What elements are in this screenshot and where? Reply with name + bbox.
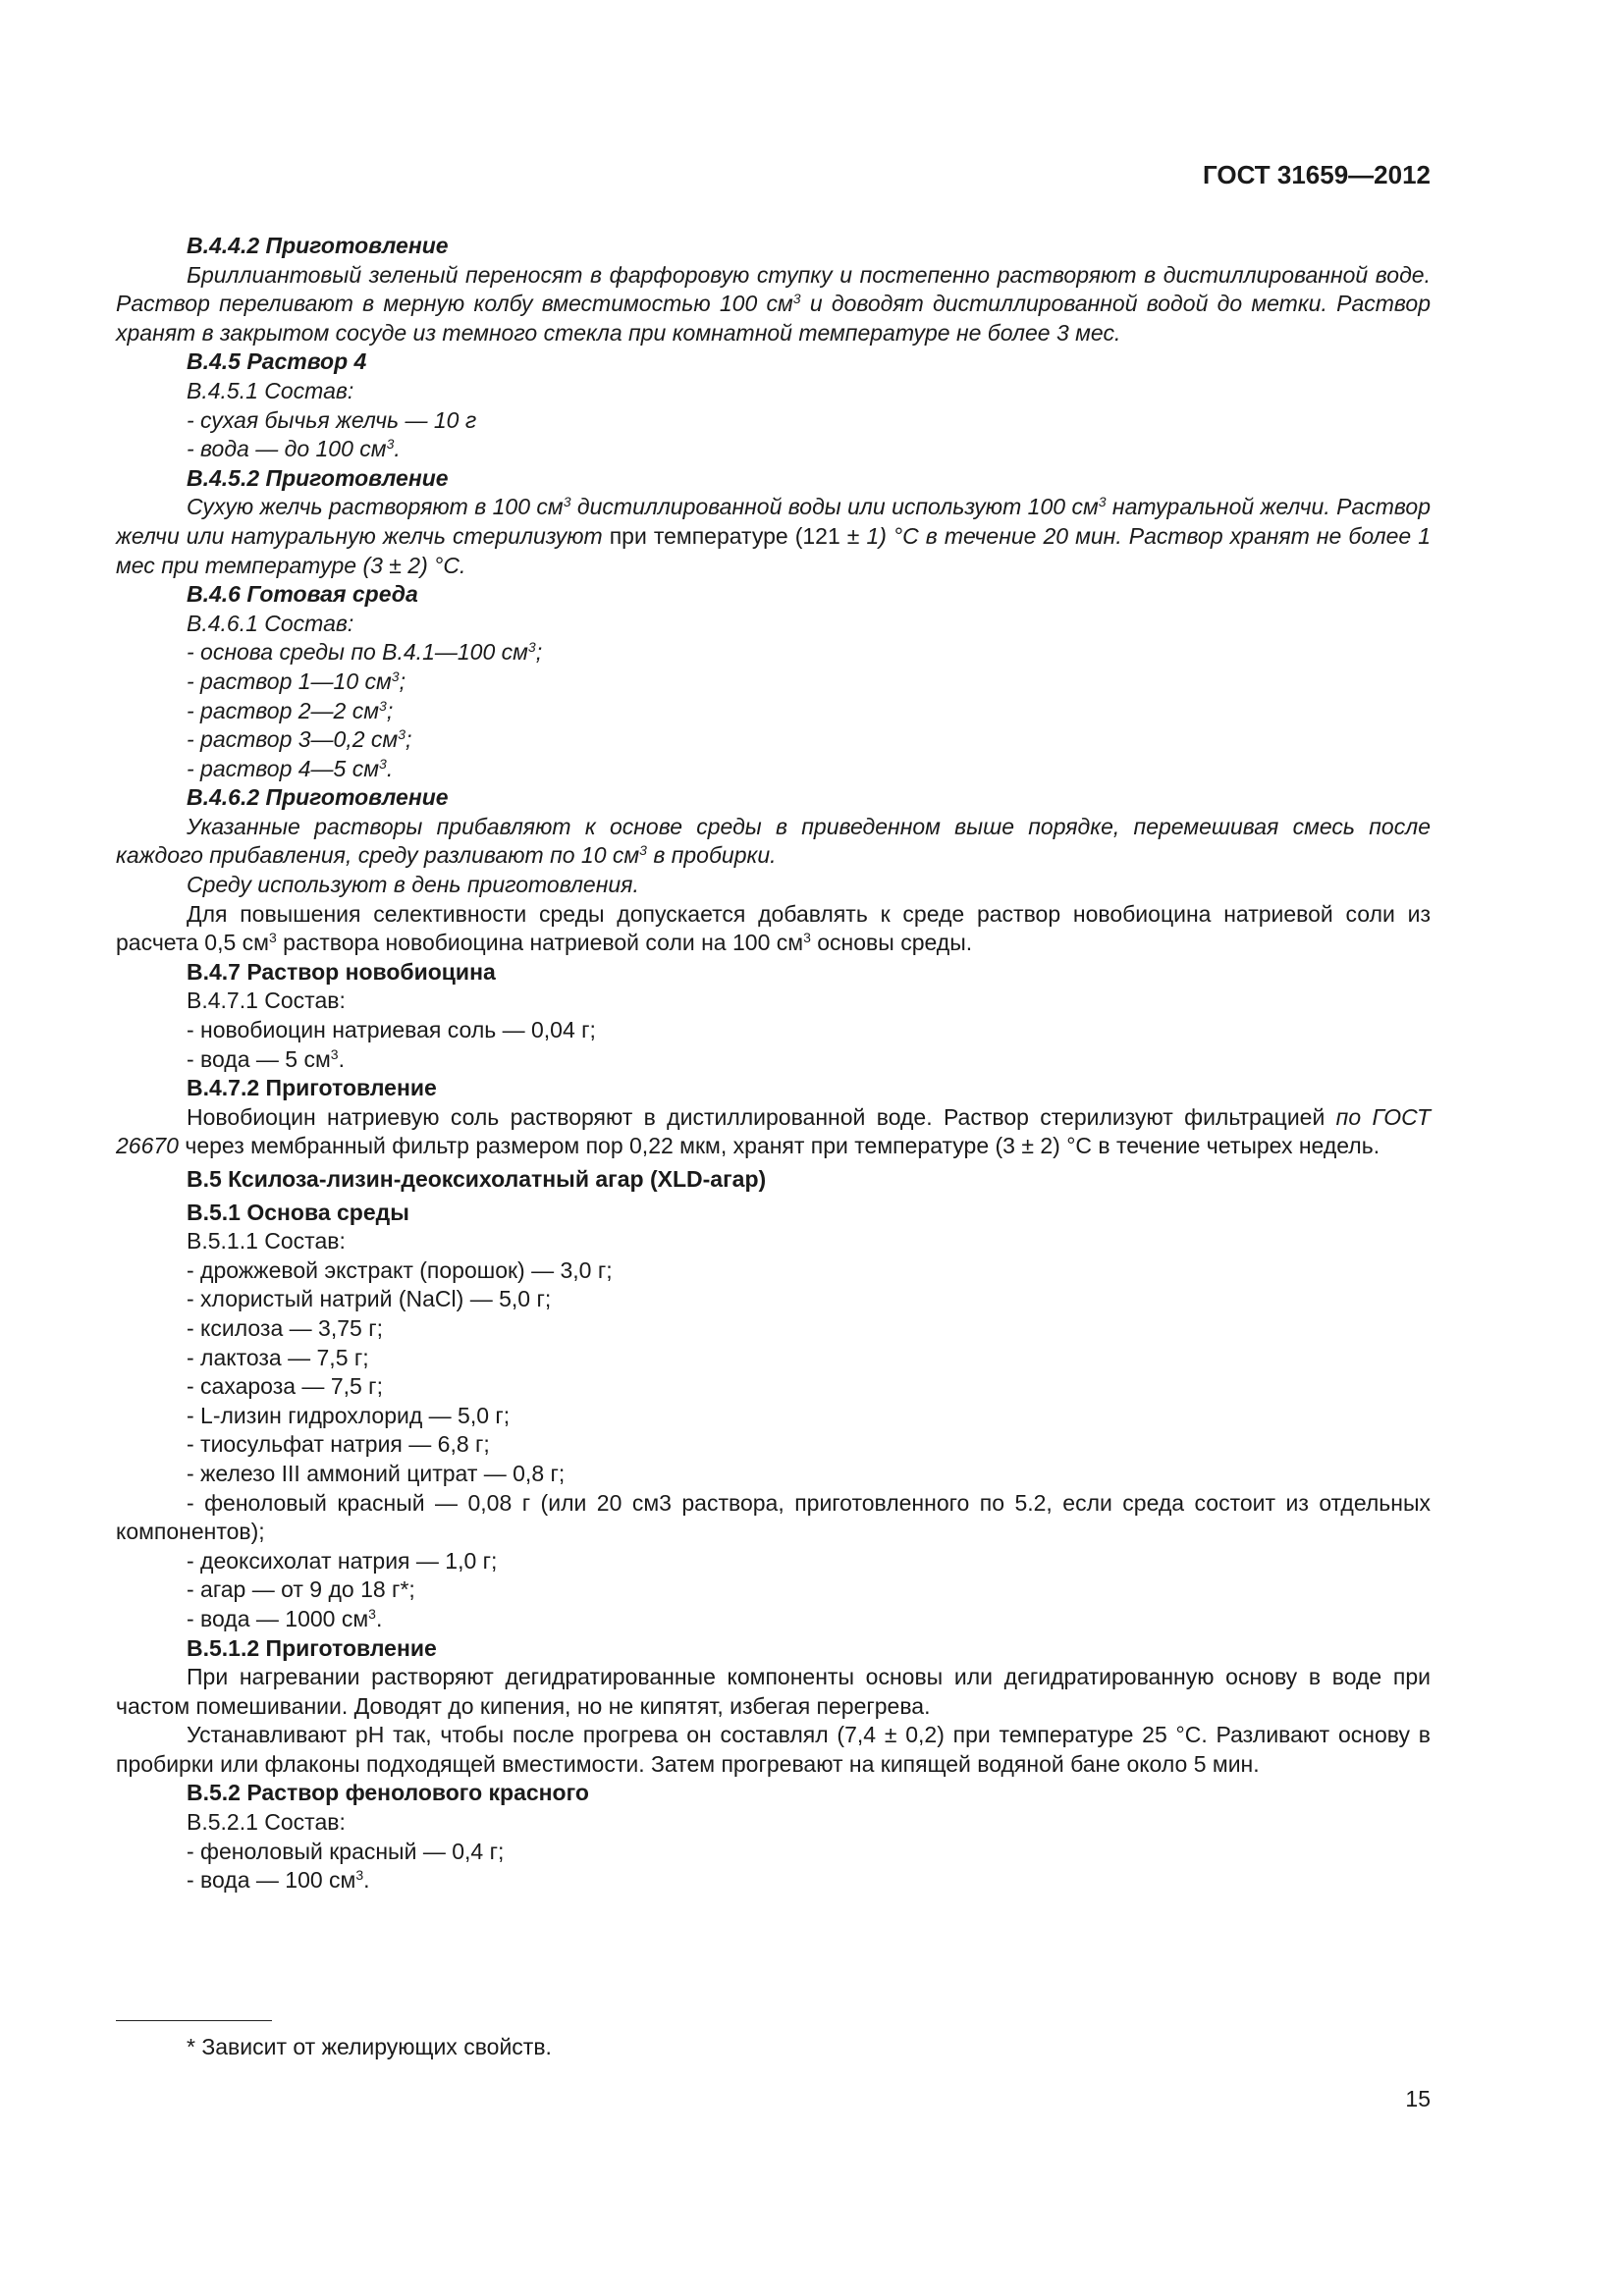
paragraph-b512-2: Устанавливают pH так, чтобы после прогрева он составлял (7,4 ± 0,2) при температуре 25 °С. Разливают основу в пробирки или флаконы подходящей вместимости. Затем прогревают на кипящей водяной бане около 5 мин. — [116, 1722, 1431, 1777]
paragraph-b452: Сухую желчь растворяют в 100 $см^3$ дистиллированной воды или используют 100 $см^3$ натуральной желчи. Раствор желчи или натуральную желчь стерилизуют при температуре (121 ± 1) °С в течение 20 мин. Раствор хранят не более 1 мес при температуре (3 ± 2) °С. — [116, 494, 1431, 578]
list-item: - раствор 2—2 $см^3$; — [187, 697, 394, 723]
document-header: ГОСТ 31659—2012 — [1203, 160, 1431, 189]
heading-b5: В.5 Ксилоза-лизин-деоксихолатный агар (XLD-агар) — [187, 1166, 767, 1192]
paragraph-b512-1: При нагревании растворяют дегидратированные компоненты основы или дегидратированную основу в воде при частом помешивании. Доводят до кипения, но не кипятят, избегая перегрева. — [116, 1664, 1431, 1719]
list-item: - хлористый натрий (NaCl) — 5,0 г; — [187, 1286, 552, 1312]
list-item: - феноловый красный — 0,4 г; — [187, 1838, 505, 1864]
heading-b47: В.4.7 Раствор новобиоцина — [187, 958, 496, 985]
heading-b45: В.4.5 Раствор 4 — [187, 348, 367, 375]
subheading-b471: В.4.7.1 Состав: — [187, 988, 346, 1014]
subheading-b461: В.4.6.1 Состав: — [187, 610, 354, 636]
list-item: - вода — до 100 $см^3$. — [187, 436, 401, 462]
subheading-b451: В.4.5.1 Состав: — [187, 377, 354, 403]
heading-b46: В.4.6 Готовая среда — [187, 581, 418, 608]
subheading-b511: В.5.1.1 Состав: — [187, 1228, 346, 1255]
list-item: - новобиоцин натриевая соль — 0,04 г; — [187, 1017, 596, 1043]
paragraph-b442: Бриллиантовый зеленый переносят в фарфоровую ступку и постепенно растворяют в дистиллированной воде. Раствор переливают в мерную колбу вместимостью 100 $см^3$ и доводят дистиллированной водой до метки. Раствор хранят в закрытом сосуде из темного стекла при комнатной температуре не более 3 мес. — [116, 261, 1431, 346]
heading-b472: В.4.7.2 Приготовление — [187, 1075, 437, 1101]
heading-b462: В.4.6.2 Приготовление — [187, 784, 449, 811]
list-item: - раствор 1—10 $см^3$; — [187, 667, 406, 694]
heading-b512: В.5.1.2 Приготовление — [187, 1634, 437, 1661]
list-item: - L-лизин гидрохлорид — 5,0 г; — [187, 1402, 511, 1428]
list-item: - деоксихолат натрия — 1,0 г; — [187, 1547, 498, 1574]
heading-b52: В.5.2 Раствор фенолового красного — [187, 1780, 589, 1806]
page-number: 15 — [1405, 2086, 1431, 2111]
list-item: - дрожжевой экстракт (порошок) — 3,0 г; — [187, 1256, 613, 1283]
list-item: - лактоза — 7,5 г; — [187, 1344, 369, 1370]
list-item: - тиосульфат натрия — 6,8 г; — [187, 1431, 490, 1458]
list-item: - вода — 1000 $см^3$. — [187, 1605, 383, 1631]
list-item: - вода — 5 $см^3$. — [187, 1045, 345, 1072]
list-item: - агар — от 9 до 18 г*; — [187, 1576, 415, 1603]
paragraph-b462-3: Для повышения селективности среды допускается добавлять к среде раствор новобиоцина натриевой соли из расчета 0,5 $см^3$ раствора новобиоцина натриевой соли на 100 $см^3$ основы среды. — [116, 900, 1431, 956]
paragraph-b462-2: Среду используют в день приготовления. — [187, 872, 639, 898]
list-item: - феноловый красный — 0,08 г (или 20 см3 раствора, приготовленного по 5.2, если среда состоит из отдельных компонентов); — [116, 1489, 1431, 1545]
subheading-b521: В.5.2.1 Состав: — [187, 1809, 346, 1836]
list-item: - сахароза — 7,5 г; — [187, 1373, 383, 1400]
list-item: - железо III аммоний цитрат — 0,8 г; — [187, 1460, 566, 1486]
heading-b442: В.4.4.2 Приготовление — [187, 233, 449, 258]
paragraph-b472: Новобиоцин натриевую соль растворяют в дистиллированной воде. Раствор стерилизуют фильтрацией по ГОСТ 26670 через мембранный фильтр размером пор 0,22 мкм, хранят при температуре (3 ± 2) °С в течение четырех недель. — [116, 1103, 1432, 1159]
list-item: - раствор 4—5 $см^3$. — [187, 755, 394, 781]
list-item: - ксилоза — 3,75 г; — [187, 1314, 383, 1341]
list-item: - сухая бычья желчь — 10 г — [187, 406, 477, 433]
list-item: - вода — 100 $см^3$. — [187, 1867, 370, 1894]
paragraph-b462-1: Указанные растворы прибавляют к основе среды в приведенном выше порядке, перемешивая смесь после каждого прибавления, среду разливают по 10 $см^3$ в пробирки. — [116, 813, 1431, 869]
heading-b452: В.4.5.2 Приготовление — [187, 464, 449, 491]
list-item: - раствор 3—0,2 $см^3$; — [187, 726, 412, 753]
document-body — [116, 232, 1431, 1896]
list-item: - основа среды по В.4.1—100 $см^3$; — [187, 639, 543, 666]
footnote: * Зависит от желирующих свойств. — [187, 2034, 552, 2059]
footnote-divider — [116, 2020, 272, 2021]
heading-b51: В.5.1 Основа среды — [187, 1199, 409, 1225]
